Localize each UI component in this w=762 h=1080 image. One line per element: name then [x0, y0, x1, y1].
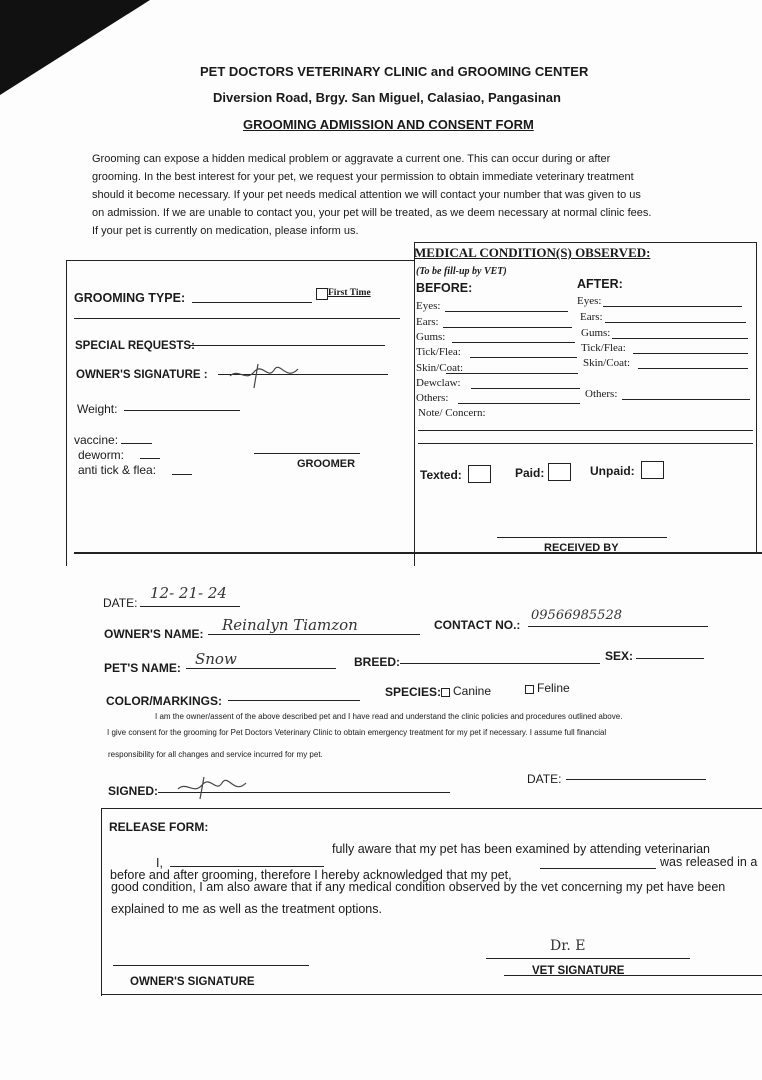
intro-line: Grooming can expose a hidden medical problem or aggravate a current one. This can occur during or after	[92, 153, 611, 165]
color-field[interactable]	[228, 700, 360, 701]
groomer-label: GROOMER	[297, 458, 356, 470]
deworm-label: deworm:	[78, 448, 125, 462]
after-item-field[interactable]	[633, 353, 748, 354]
consent-date-field[interactable]	[566, 779, 706, 780]
before-item-field[interactable]	[471, 388, 580, 389]
before-item-label: Gums:	[416, 331, 446, 343]
form-title: GROOMING ADMISSION AND CONSENT FORM	[243, 117, 534, 132]
special-requests-label: SPECIAL REQUESTS:	[75, 340, 195, 352]
release-title: RELEASE FORM:	[109, 820, 209, 834]
before-label: BEFORE:	[416, 281, 473, 295]
before-item-label: Ears:	[416, 316, 439, 328]
box-top-border	[66, 260, 414, 261]
pet-name-value: Snow	[195, 650, 237, 668]
owner-name-field[interactable]	[208, 634, 420, 635]
owner-signature-line[interactable]	[113, 965, 309, 966]
release-owner-signature-label: OWNER'S SIGNATURE	[130, 976, 255, 988]
canine-checkbox[interactable]	[441, 688, 450, 697]
release-l2b: was released in a	[660, 855, 758, 869]
unpaid-label: Unpaid:	[590, 464, 635, 478]
owner-name-value: Reinalyn Tiamzon	[222, 616, 358, 634]
before-item-field[interactable]	[445, 311, 568, 312]
signed-signature-scribble	[176, 775, 248, 801]
before-item-field[interactable]	[458, 403, 580, 404]
pet-name-label: PET'S NAME:	[104, 661, 181, 675]
signed-label: SIGNED:	[108, 784, 159, 798]
contact-label: CONTACT NO.:	[434, 618, 521, 632]
clinic-name: PET DOCTORS VETERINARY CLINIC and GROOMING CENTER	[200, 64, 589, 79]
intro-line: grooming. In the best interest for your pet, we request your permission to obtain immediate veterinary treatment	[92, 171, 634, 183]
contact-field[interactable]	[528, 626, 708, 627]
vaccine-field[interactable]	[121, 443, 152, 444]
date-value: 12- 21- 24	[150, 584, 227, 602]
received-by-line[interactable]	[497, 537, 667, 538]
scan-corner-shadow	[0, 0, 150, 95]
release-l3: good condition, I am also aware that if any medical condition observed by the vet concerning my pet have been	[111, 880, 726, 894]
after-item-field[interactable]	[605, 322, 746, 323]
release-l1a: I,	[156, 856, 163, 870]
deworm-field[interactable]	[140, 458, 160, 459]
pet-name-field[interactable]	[186, 668, 336, 669]
texted-label: Texted:	[420, 468, 462, 482]
box-top-right-border	[414, 242, 756, 243]
special-requests-field[interactable]	[190, 345, 385, 346]
intro-line: should it become necessary. If your pet needs medical attention we will contact your number that was given to us	[92, 189, 641, 201]
grooming-type-label: GROOMING TYPE:	[74, 291, 186, 305]
first-time-checkbox[interactable]	[316, 288, 328, 300]
weight-label: Weight:	[77, 402, 118, 416]
texted-checkbox[interactable]	[468, 465, 491, 483]
feline-checkbox[interactable]	[525, 685, 534, 694]
sex-label: SEX:	[605, 649, 634, 663]
first-time-label: First Time	[328, 288, 371, 298]
antitick-label: anti tick & flea:	[78, 463, 157, 477]
date-field[interactable]	[140, 606, 240, 607]
after-item-label: Tick/Flea:	[581, 342, 626, 354]
grooming-type-field[interactable]	[192, 302, 312, 303]
after-item-field[interactable]	[603, 306, 742, 307]
paid-checkbox[interactable]	[548, 463, 571, 481]
vet-signature-line[interactable]	[486, 958, 690, 959]
consent-line-2: I give consent for the grooming for Pet Doctors Veterinary Clinic to obtain emergency treatment for my pet if necessary. I assume full financial	[107, 728, 607, 737]
unpaid-checkbox[interactable]	[641, 461, 664, 479]
note-label: Note/ Concern:	[418, 407, 486, 419]
groomer-signature-line[interactable]	[254, 453, 360, 454]
release-pet-name-field[interactable]	[540, 868, 656, 869]
after-item-label: Gums:	[581, 327, 611, 339]
release-bottom-border	[101, 994, 762, 995]
release-l2a: before and after grooming, therefore I hereby acknowledged that my pet,	[110, 868, 512, 882]
before-item-label: Dewclaw:	[416, 377, 461, 389]
box-bottom-border	[74, 552, 762, 554]
paid-label: Paid:	[515, 466, 545, 480]
vaccine-label: vaccine:	[74, 433, 119, 447]
weight-field[interactable]	[124, 410, 240, 411]
note-line-1[interactable]	[418, 430, 753, 431]
after-item-field[interactable]	[638, 368, 748, 369]
before-item-field[interactable]	[470, 357, 577, 358]
before-item-field[interactable]	[443, 327, 572, 328]
before-item-field[interactable]	[452, 342, 575, 343]
species-label: SPECIES:	[385, 685, 442, 699]
medical-subtitle: (To be fill-up by VET)	[416, 266, 507, 277]
consent-date-label: DATE:	[527, 772, 562, 786]
release-vet-signature-label: VET SIGNATURE	[532, 965, 625, 977]
feline-label: Feline	[537, 681, 570, 695]
release-l1b: fully aware that my pet has been examined by attending veterinarian	[332, 842, 711, 856]
grooming-type-extra-line[interactable]	[74, 318, 400, 319]
after-item-label: Ears:	[580, 311, 603, 323]
release-right-line	[504, 975, 762, 976]
after-label: AFTER:	[577, 277, 623, 291]
release-l4: explained to me as well as the treatment options.	[111, 902, 382, 916]
release-owner-name-field[interactable]	[170, 866, 324, 867]
after-item-field[interactable]	[622, 399, 750, 400]
box-left-border	[66, 260, 67, 566]
before-item-label: Tick/Flea:	[416, 346, 461, 358]
contact-value: 09566985528	[531, 608, 622, 623]
intro-line: on admission. If we are unable to contact you, your pet will be treated, as we deem necessary at normal clinic fees.	[92, 207, 652, 219]
owner-signature-scribble	[228, 360, 300, 390]
intro-paragraph	[92, 150, 712, 240]
medical-title: MEDICAL CONDITION(S) OBSERVED:	[414, 245, 651, 260]
after-item-field[interactable]	[612, 338, 748, 339]
received-by-label: RECEIVED BY	[544, 542, 619, 554]
box-divider	[414, 242, 415, 566]
consent-line-1: I am the owner/assent of the above described pet and I have read and understand the clinic policies and procedures outlined above.	[155, 712, 623, 721]
canine-label: Canine	[453, 684, 492, 698]
consent-line-3: responsibility for all changes and service incurred for my pet.	[108, 750, 323, 759]
before-item-label: Others:	[416, 392, 449, 404]
date-label: DATE:	[103, 596, 138, 610]
breed-label: BREED:	[354, 655, 401, 669]
sex-field[interactable]	[636, 658, 704, 659]
owner-signature-label: OWNER'S SIGNATURE :	[76, 369, 208, 381]
before-item-field[interactable]	[446, 373, 578, 374]
release-left-border	[101, 808, 102, 996]
vet-sign-value: Dr. E	[550, 938, 586, 954]
antitick-field[interactable]	[172, 474, 192, 475]
box-right-border	[756, 242, 757, 554]
after-item-label: Eyes:	[577, 295, 602, 307]
after-item-label: Others:	[585, 388, 618, 400]
before-item-label: Eyes:	[416, 300, 441, 312]
note-line-2[interactable]	[418, 443, 753, 444]
breed-field[interactable]	[400, 663, 600, 664]
intro-line: If your pet is currently on medication, please inform us.	[92, 225, 359, 237]
after-item-label: Skin/Coat:	[583, 357, 631, 369]
owner-name-label: OWNER'S NAME:	[104, 627, 204, 641]
before-item-label: Skin/Coat:	[416, 362, 464, 374]
clinic-address: Diversion Road, Brgy. San Miguel, Calasiao, Pangasinan	[213, 90, 561, 105]
release-top-border	[101, 808, 762, 809]
color-label: COLOR/MARKINGS:	[106, 694, 222, 708]
